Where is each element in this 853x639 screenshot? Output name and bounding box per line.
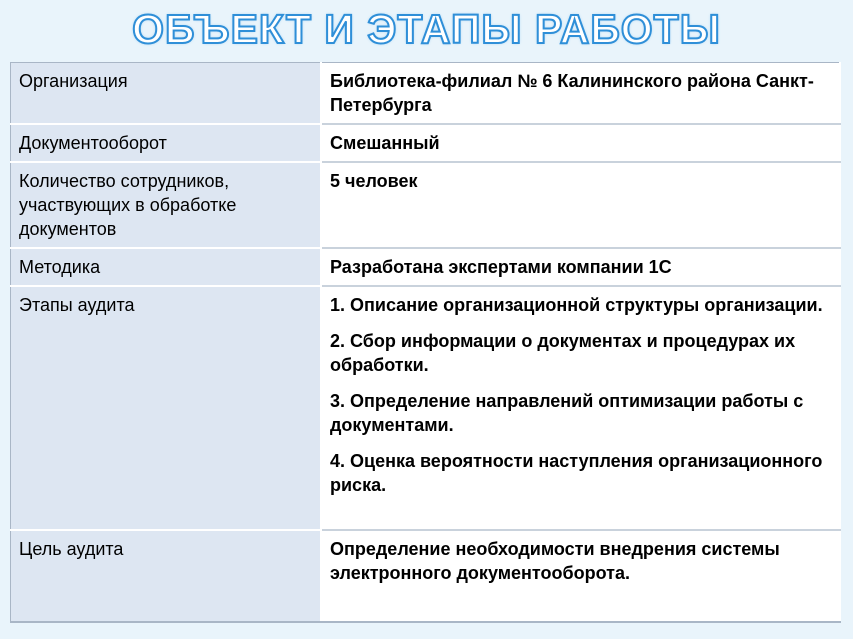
- table-row: [11, 162, 841, 248]
- table-row: [11, 63, 841, 125]
- table-row: [11, 530, 841, 622]
- audit-info-table: [10, 62, 841, 623]
- row-label-organization: Организация: [11, 63, 322, 125]
- audit-step: 1. Описание организационной структуры организации.: [330, 295, 823, 315]
- row-value-audit-goal: Определение необходимости внедрения системы электронного документооборота.: [321, 530, 840, 622]
- table-row: [11, 286, 841, 530]
- row-label-methodology: Методика: [11, 248, 322, 286]
- row-label-audit-stages: Этапы аудита: [11, 286, 322, 530]
- row-value-staff-count: 5 человек: [321, 162, 840, 248]
- row-label-audit-goal: Цель аудита: [11, 530, 322, 622]
- row-value-document-flow: Смешанный: [321, 124, 840, 162]
- row-value-audit-stages: [321, 286, 840, 530]
- audit-step: 3. Определение направлений оптимизации работы с документами.: [330, 391, 804, 435]
- audit-step: 4. Оценка вероятности наступления организационного риска.: [330, 451, 823, 495]
- row-label-document-flow: Документооборот: [11, 124, 322, 162]
- table-row: [11, 124, 841, 162]
- page-title: ОБЪЕКТ И ЭТАПЫ РАБОТЫ: [132, 6, 721, 52]
- audit-step: 2. Сбор информации о документах и процедурах их обработки.: [330, 331, 796, 375]
- row-value-methodology: Разработана экспертами компании 1С: [321, 248, 840, 286]
- row-value-organization: Библиотека-филиал № 6 Калининского района Санкт-Петербурга: [321, 63, 840, 125]
- row-label-staff-count: Количество сотрудников, участвующих в обработке документов: [11, 162, 322, 248]
- table-row: [11, 248, 841, 286]
